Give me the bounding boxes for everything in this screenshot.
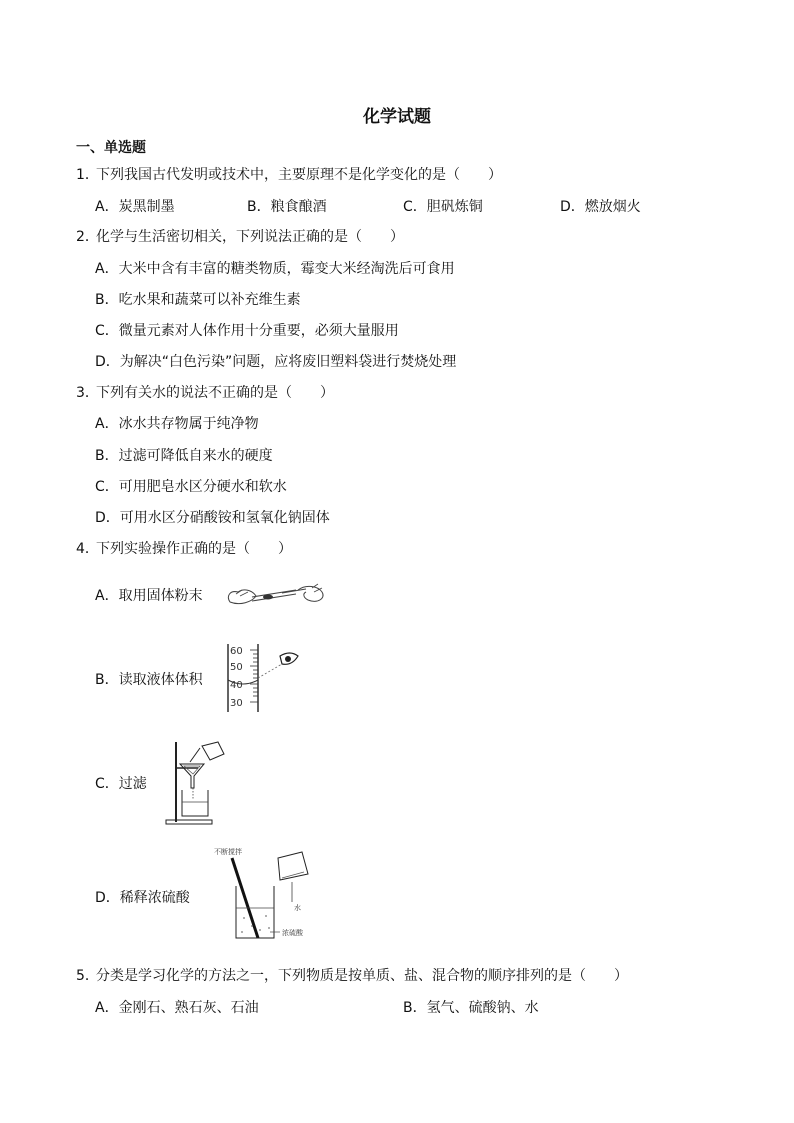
- question-3-option-c: C．可用肥皂水区分硬水和软水: [95, 479, 287, 495]
- stir-label: 不断搅拌: [214, 848, 242, 856]
- question-1-option-d: D．燃放烟火: [560, 199, 641, 215]
- water-label: 水: [294, 904, 301, 912]
- question-2-option-b: B．吃水果和蔬菜可以补充维生素: [95, 292, 301, 308]
- cylinder-tick-label: 30: [230, 698, 243, 709]
- question-4-option-b: B．读取液体体积: [95, 672, 203, 688]
- question-4-option-a: A．取用固体粉末: [95, 588, 203, 604]
- question-3-option-d: D．可用水区分硝酸铵和氢氧化钠固体: [95, 510, 330, 526]
- question-5-stem: 分类是学习化学的方法之一，下列物质是按单质、盐、混合物的顺序排列的是（ ）: [96, 968, 628, 984]
- question-3-number: 3．: [76, 385, 99, 401]
- cylinder-tick-label: 40: [230, 680, 243, 691]
- page-title: 化学试题: [363, 107, 431, 127]
- cylinder-tick-label: 50: [230, 662, 243, 673]
- question-2-option-c: C．微量元素对人体作用十分重要，必须大量服用: [95, 323, 399, 339]
- question-5-option-b: B．氢气、硫酸钠、水: [403, 1000, 539, 1016]
- question-4-option-c: C．过滤: [95, 776, 147, 792]
- question-5-number: 5．: [76, 968, 99, 984]
- acid-label: 浓硫酸: [282, 929, 303, 937]
- question-4-option-d: D．稀释浓硫酸: [95, 890, 190, 906]
- cylinder-tick-label: 60: [230, 646, 243, 657]
- question-3-option-b: B．过滤可降低自来水的硬度: [95, 448, 273, 464]
- question-5-option-a: A．金刚石、熟石灰、石油: [95, 1000, 259, 1016]
- filtration-apparatus-figure: [164, 740, 228, 826]
- question-2-number: 2．: [76, 229, 99, 245]
- question-2-option-a: A．大米中含有丰富的糖类物质，霉变大米经淘洗后可食用: [95, 261, 455, 277]
- question-4-number: 4．: [76, 541, 99, 557]
- question-1-option-b: B．粮食酿酒: [247, 199, 327, 215]
- powder-transfer-figure: [222, 580, 332, 610]
- question-3-stem: 下列有关水的说法不正确的是（ ）: [96, 385, 334, 401]
- question-1-option-c: C．胆矾炼铜: [403, 199, 483, 215]
- dilution-figure: [214, 846, 314, 942]
- section-heading: 一、单选题: [76, 140, 146, 156]
- graduated-cylinder-figure: [224, 642, 302, 714]
- question-2-option-d: D．为解决“白色污染”问题，应将废旧塑料袋进行焚烧处理: [95, 354, 457, 370]
- question-4-stem: 下列实验操作正确的是（ ）: [96, 541, 292, 557]
- question-1-option-a: A．炭黑制墨: [95, 199, 175, 215]
- question-3-option-a: A．冰水共存物属于纯净物: [95, 416, 259, 432]
- question-1-number: 1．: [76, 167, 99, 183]
- question-2-stem: 化学与生活密切相关，下列说法正确的是（ ）: [96, 229, 404, 245]
- question-1-stem: 下列我国古代发明或技术中，主要原理不是化学变化的是（ ）: [96, 167, 502, 183]
